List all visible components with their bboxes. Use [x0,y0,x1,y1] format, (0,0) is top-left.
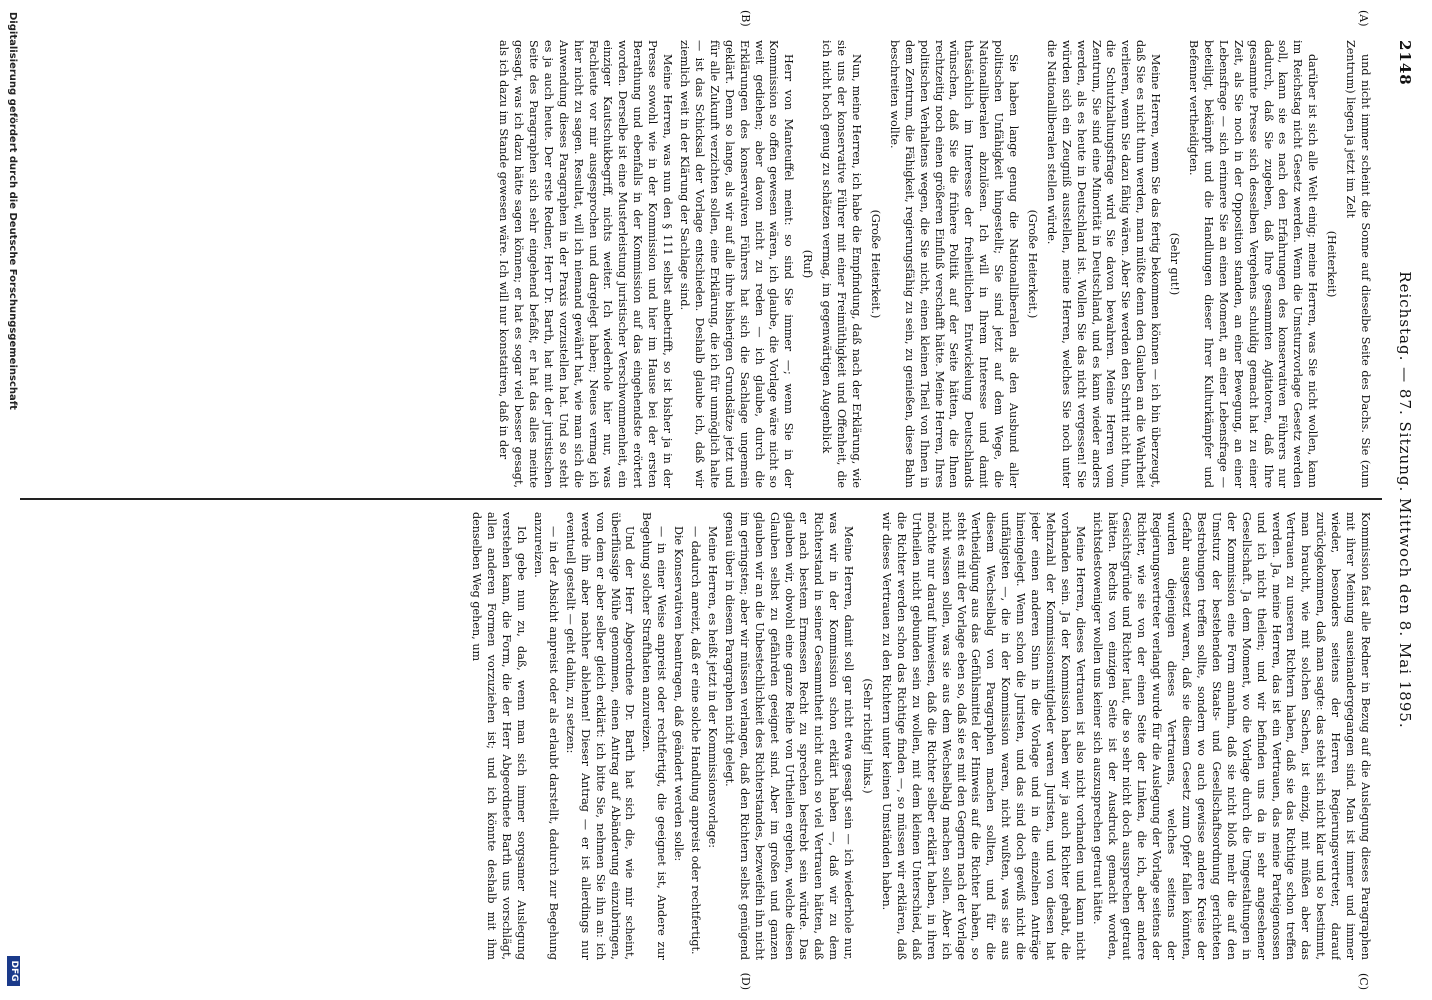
stage-direction: (Große Heiterkeit.) [868,209,882,319]
page-footer [0,0,26,1000]
paragraph: — in der Absicht anpreist oder als erlaubt darstellt, dadurch zur Begehung anzureizen. [532,512,560,960]
stage-direction: (Sehr gut!) [1168,232,1182,296]
digitization-credit: Digitalisierung gefördert durch die Deutsche Forschungsgemeinschaft [7,12,18,410]
running-head: Reichstag. — 87. Sitzung. Mittwoch den 8. Mai 1895. [1396,271,1414,729]
paragraph: Kommission fast alle Redner in Bezug auf die Auslegung dieses Paragraphen mit ihrer Meinung auseinandergegangen sind. Man ist immer und immer wieder, besonders seitens der Herren Regierungsvertreter, darauf zurückgekommen, daß man sagte: das steht sich nicht klar und so bestimmt, man braucht, wie mit solchen Sachen, ist einzig, mit müßen aber das Vertrauen zu unseren Richtern haben, daß sie das Richtige schon treffen werden. Ja, meine Herren, das ist ein Vertrauen, das meine Parteigenossen und ich nicht theilen; und wir befinden uns da in sehr angesehener Gesellschaft. Ja dem Moment, wo die Vorlage durch die Umgestaltungen in der Kommission eine Form annahm, daß sie nicht bloß mehr die auf den Umsturz der bestehenden Staats- und Gesellschaftsordnung gerichteten Bestrebungen treffen sollte, sondern wo auch gewisse andere Kreise der Gefahr ausgesetzt waren, daß sie diesem Gesetz zum Opfer fallen könnten, wurden diejenigen dieses Vertrauens, welches seitens der Regierungsvertreter verlangt wurde für die Auslegung der Vorlage seitens der Richter, wie sie von der einen Seite der Linken, die ich, aber andere Gesichtsgründe und Richter laut, die so sehr nicht doch aussprechen getraut hätten. Rechts von einzigen Seite ist der Ausdruck gemacht worden, nichtsdestoweniger wollen uns keiner sich auszusprechen getraut hätte. [1090,512,1372,960]
paragraph: Nun, meine Herren, ich habe die Empfindung, daß nach der Erklärung, wie sie uns der konservative Führer mit einer Freimüthigkeit und Offenheit, die ich nicht hoch genug zu schätzen vermag, im gegenwärtigen Augenblick [820,40,863,488]
page-number: 2148 [1396,40,1414,86]
left-text-column [32,40,1372,488]
paragraph: — dadurch anreizt, daß er eine solche Handlung anpreist oder rechtfertigt. [689,526,703,955]
stage-direction: (Große Heiterkeit.) [1025,209,1039,319]
paragraph: — in einer Weise anpreist oder rechtfertigt, die geeignet ist, Andere zur Begehung solcher Strafthaten anzureizen. [640,512,669,960]
margin-mark-b: (B) [739,10,752,27]
stage-direction: (Sehr richtig! links.) [861,678,875,794]
paragraph: Meine Herren, dieses Vertrauen ist also nicht vorhanden und kann nicht vorhanden sein. Ja der Kommission haben wir ja auch Richter gehabt, die Mehrzahl der Kommissionsmitglieder waren Juristen, und von diesen hat jeder einen anderen Sinn in die Vorlage und in die einzelnen Anträge hineingelegt. Wenn schon die Juristen, und das sind doch gewiß nicht die unfähigsten —, die in der Kommission waren, nicht wußten, was sie aus diesem Wechselbalg von Paragraphen machen sollten, und für die Vertheidigung aus das Gefühlsmittel der Hinweis auf die Richter haben, so steht es mit der Vorlage eben so, daß sie es mit den Gegnern nach der Vorlage nicht wissen sollen, was sie aus dem Wechselbalg machen sollen. Aber ich möchte nur darauf hinweisen, daß die Richter selber erklärt haben, in ihren Urtheilen nicht gebunden sein zu wollen, mit dem kleinen Unterschied, daß die Richter werden schon das Richtige finden —, so müssen wir erklären, daß wir dieses Vertrauen zu den Richtern unter keinen Umständen haben. [880,512,1087,960]
column-divider [20,498,1382,500]
paragraph: Meine Herren, es heißt jetzt in der Kommissionsvorlage: [706,526,720,848]
paragraph: Herr von Manteuffel meint: so sind Sie immer —; wenn Sie in der Kommission so offen gewesen wären, ich glaube, die Vorlage wäre nicht so weit gediehen; aber davon nicht zu reden — ich glaube, durch die Erklärungen des konservativen Führers hat sich die Sachlage ungemein geklärt. Denn so lange, als wir auf alle ihre bisherigen Grundsätze jetzt und für alle Zukunft verzichten sollen, eine Erklärung, die ich für unmöglich halte — ist das Schicksal der Vorlage entschieden. Deshalb glaube ich, daß wir ziemlich weit in der Klärung der Sachlage sind. [678,40,796,488]
paragraph: Meine Herren, damit soll gar nicht etwa gesagt sein — ich wiederhole nur, was wir in der Kommission schon erklärt haben —, daß wir zu dem Richterstand in seiner Gesammtheit nicht auch so viel Vertrauen hätten, daß er nach bestem Ermessen Recht zu sprechen bestrebt sein würde. Das glauben wir, obwohl eine ganze Reihe von Urtheilen ergehen, welche diesen Glauben selbst zu gefährden geeignet sind. Aber im großen und ganzen glauben wir an die Unbestechlichkeit des Richterstandes, bezweifeln ihn nicht im geringsten; aber wir müssen verlangen, daß den Richtern selbst genügend genau über in diesem Paragraphen nicht gelegt. [722,512,856,960]
stage-direction: (Heiterkeit) [1325,230,1339,298]
paragraph: Sie haben lange genug die Nationalliberalen als den Ausbund aller politischen Unfähigkeit hingestellt; Sie sind jetzt auf dem Wege, die Nationalliberalen abzulösen. Ich will in Ihrem Interesse und damit thatsächlich im Interesse der freiheitlichen Entwickelung Deutschlands wünschen, daß Sie die frühere Politik auf der Seite hätten, die Ihnen rechtzeitig noch einen größeren Einfluß verschafft hätte. Meine Herren, Ihres politischen Verhaltens wegen, die Sie nicht, einen kleinen Theil von Ihnen in dem Zentrum, die Fähigkeit, regierungsfähig zu sein, zu genießen, diese Bahn beschreiten wollte. [887,40,1021,488]
paragraph: Die Konservativen beantragen, daß geändert werden solle: [672,526,686,862]
right-text-column [32,512,1372,960]
stage-direction: (Ruf) [801,249,815,279]
paragraph: und nicht immer scheint die Sonne auf dieselbe Seite des Dachs. Sie (zum Zentrum) liegen ja jetzt im Zelt [1344,40,1372,488]
dfg-logo: DFG [7,956,20,986]
paragraph: Meine Herren, was nun den § 111 selbst anbetrifft, so ist bisher ja in der Presse sowohl wie in der Kommission und hier im Hause bei der ersten Berathung und ebenfalls in der Kommission auf das eingehendste erörtert worden. Derselbe ist eine Musterleistung juristischer Verschwommenheit, ein einziger Kautschukbegriff, nichts weiter. Ich wiederhole hier nur, was Fachleute vor mir ausgesprochen und dargelegt haben; Neues vermag ich hier nicht zu sagen. Resultat, will ich niemand gewährt hat, wie man sich die Anwendung dieses Paragraphen in der Praxis vorzustellen hat. Und so steht es ja auch heute. Der erste Redner, Herr Dr. Barth, hat mit der juristischen Seite des Paragraphen sich sehr eingehend befaßt, er hat das alles meinte gesagt, was ich dazu hätte sagen können; er hat es sogar viel besser gesagt, als ich dazu im Stande gewesen wäre. Ich will nur konstatiren, daß in der [497,40,675,488]
margin-mark-c: (C) [1357,973,1370,990]
paragraph: darüber ist sich alle Welt einig; meine Herren, was Sie nicht wollen, kann im Reichstag nicht Gesetz werden. Wenn die Umsturzvorlage Gesetz werden soll, kann sie es nach den Erfahrungen des konservativen Führers nur dadurch, daß Sie zugeben, daß Ihre gesammten Agitatoren, daß Ihre gesammte Presse sich desselben Vergehens schuldig gemacht hat zu einer Zeit, als Sie noch in der Opposition standen, an einer Bewegung, an einer Lebensfrage — sich erinnere Sie an einen Moment, an einer Lebensfrage — beteiligt, bekämpft und die Handlungen dieser Ihrer Kulturkämpfer und Befenner vertheidigten. [1187,40,1320,488]
margin-mark-d: (D) [739,972,752,990]
page-header [1388,40,1414,960]
paragraph: Meine Herren, wenn Sie das fertig bekommen können — ich bin überzeugt, daß Sie es nicht thun werden, man müßte denn den Glauben an die Wahrheit verlieren, wenn Sie dazu fähig wären. Aber Sie werden den Schritt nicht thun, die Schutzhaltungsfrage wird Sie davon bewahren. Meine Herren vom Zentrum, Sie sind eine Minorität in Deutschland, und es kann wieder anders werden, als es heute in Deutschland ist. Wollen Sie das nicht vergessen! Sie würden sich ein Zeugniß ausstellen, meine Herren, welches Sie noch unter die Nationalliberalen stellen würde. [1044,40,1163,488]
paragraph: Und der Herr Abgeordnete Dr. Barth hat sich die, wie mir scheint, überflüssige Mühe genommen, einen Antrag auf Abänderung einzubringen, von dem er aber selber gleich erklärt: ich bitte Sie, nehmen Sie ihn an: ich werde ihn aber nachher ablehnen! Dieser Antrag — er ist allerdings nur eventuell gestellt — geht dahin, zu setzen: [563,512,637,960]
margin-mark-a: (A) [1357,10,1370,27]
paragraph: Ich gebe nun zu, daß, wenn man sich immer sorgsamer Auslegung verstehen kann, die Form, die der Herr Abgeordnete Barth uns vorschlägt, allen anderen Formen vorzuziehen ist; und ich könnte deshalb mit ihm denselben Weg gehen, um [470,512,529,960]
